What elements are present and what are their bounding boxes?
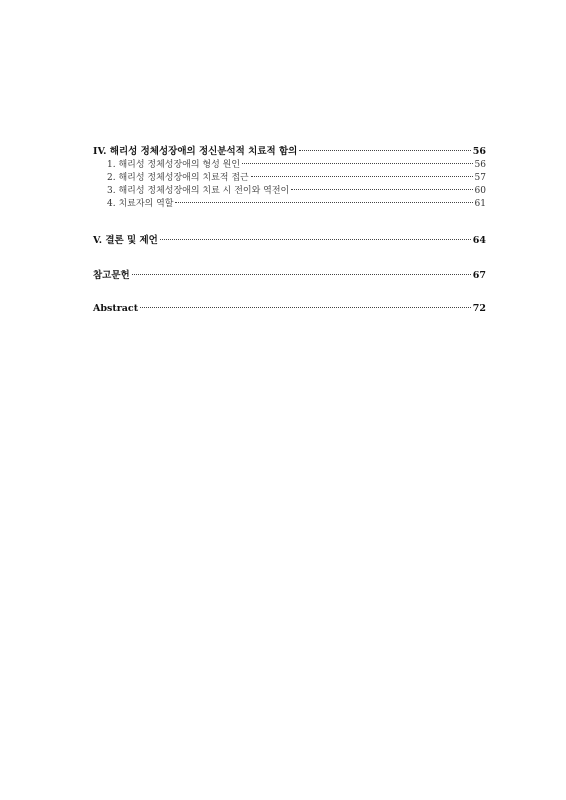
dot-leader — [251, 176, 473, 177]
dot-leader — [175, 202, 472, 203]
toc-entry-references[interactable] — [93, 269, 486, 283]
toc-entry-section-4-1[interactable] — [93, 159, 486, 172]
toc-entry-page: 60 — [474, 186, 486, 196]
dot-leader — [132, 274, 471, 275]
toc-entry-section-4-3[interactable] — [93, 185, 486, 198]
toc-entry-page: 67 — [472, 270, 486, 281]
toc-entry-page: 56 — [474, 160, 486, 170]
toc-entry-title: V. 결론 및 제언 — [93, 235, 158, 246]
table-of-contents — [93, 145, 486, 316]
toc-entry-title: Abstract — [93, 303, 139, 314]
dot-leader — [242, 163, 472, 164]
toc-entry-page: 61 — [474, 199, 486, 209]
toc-entry-page: 56 — [472, 146, 486, 157]
spacer — [93, 248, 486, 269]
toc-entry-page: 57 — [474, 173, 486, 183]
toc-entry-title: 3. 해리성 정체성장애의 치료 시 전이와 역전이 — [107, 186, 290, 196]
dot-leader — [160, 239, 471, 240]
dot-leader — [291, 189, 472, 190]
toc-entry-chapter-5[interactable] — [93, 234, 486, 248]
toc-entry-title: 1. 해리성 정체성장애의 형성 원인 — [107, 160, 241, 170]
toc-entry-title: 4. 치료자의 역할 — [107, 199, 174, 209]
spacer — [93, 283, 486, 302]
toc-entry-chapter-4[interactable] — [93, 145, 486, 159]
toc-entry-abstract[interactable] — [93, 302, 486, 316]
toc-entry-title: IV. 해리성 정체성장애의 정신분석적 치료적 함의 — [93, 146, 298, 157]
dot-leader — [140, 307, 471, 308]
toc-entry-page: 72 — [472, 303, 486, 314]
toc-entry-title: 참고문헌 — [93, 270, 130, 281]
toc-entry-title: 2. 해리성 정체성장애의 치료적 접근 — [107, 173, 249, 183]
dot-leader — [299, 150, 470, 151]
toc-entry-section-4-4[interactable] — [93, 198, 486, 211]
spacer — [93, 211, 486, 234]
toc-entry-section-4-2[interactable] — [93, 172, 486, 185]
toc-entry-page: 64 — [472, 235, 486, 246]
